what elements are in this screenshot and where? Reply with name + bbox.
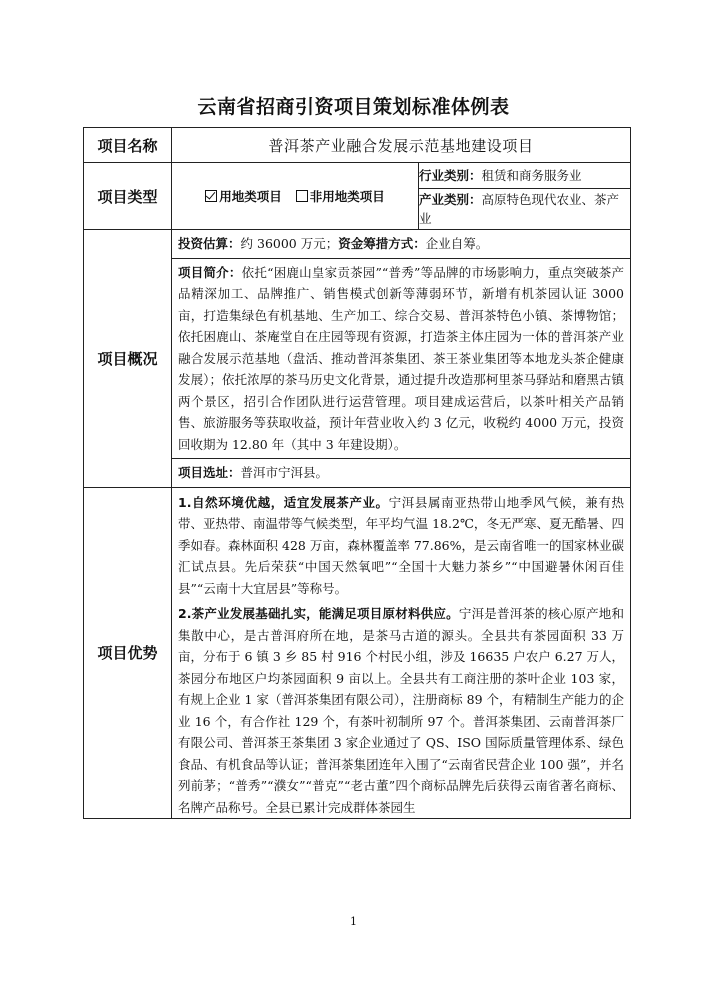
- advantages-label: 项目优势: [84, 487, 172, 819]
- project-table: [83, 127, 631, 819]
- page-title: 云南省招商引资项目策划标准体例表: [197, 96, 510, 118]
- intro-paragraph: [172, 258, 630, 459]
- industry-sector-value: 高原特色现代农业、茶产业: [419, 192, 620, 227]
- investment-label: 投资估算：: [178, 236, 241, 251]
- overview-content: [172, 230, 631, 488]
- checked-box-icon[interactable]: [205, 190, 217, 202]
- funding-value: 企业自筹。: [425, 236, 489, 251]
- row-overview: [84, 230, 631, 488]
- investment-value: 约 36000 万元；: [240, 236, 339, 251]
- project-type-options: [172, 163, 419, 230]
- advantage-1-heading: 1.自然环境优越，适宜发展茶产业。: [178, 494, 389, 510]
- advantage-1: [172, 488, 630, 602]
- advantage-2-heading: 2.茶产业发展基础扎实，能满足项目原材料供应。: [178, 606, 459, 621]
- site-paragraph: [172, 458, 630, 487]
- industry-sector-label: 产业类别：: [419, 192, 482, 208]
- overview-label: 项目概况: [84, 230, 172, 488]
- advantage-2-text: 宁洱是普洱茶的核心原产地和集散中心，是古普洱府所在地，是茶马古道的源头。全县共有茶园面积 33 万亩，分布于 6 镇 3 乡 85 村 916 个村民小组，涉及 16635 户农户 6.27 万人，茶园分布地区户均茶园面积 9 亩以上。全县共有工商注册的茶叶企业 103 家，有规上企业 1 家（普洱茶集团有限公司），注册商标 89 个，有精制生产能力的企业 16 个，有合作社 129 个，有茶叶初制所 97 个。普洱茶集团、云南普洱茶厂有限公司、普洱茶王茶集团 3 家企业通过了 QS、ISO 国际质量管理体系、绿色食品、有机食品等认证；普洱茶集团连年入围了“云南省民营企业 100 强”，并名列前茅；“普秀”“濮女”“普克”“老古董”四个商标品牌先后获得云南省著名商标、名牌产品称号。全县已累计完成群体茶园生: [178, 606, 625, 815]
- project-name-label: 项目名称: [84, 128, 172, 163]
- advantages-content: [172, 487, 631, 819]
- advantage-2: [172, 601, 630, 818]
- industry-category-value: 租赁和商务服务业: [481, 168, 582, 184]
- row-project-type: [84, 163, 631, 189]
- industry-category-label: 行业类别：: [419, 168, 482, 184]
- row-advantages: [84, 487, 631, 819]
- page-number: 1: [350, 915, 357, 928]
- row-project-name: [84, 128, 631, 163]
- intro-label: 项目简介：: [178, 264, 242, 280]
- investment-paragraph: [172, 230, 630, 258]
- site-value: 普洱市宁洱县。: [240, 465, 329, 480]
- funding-label: 资金筹措方式：: [338, 236, 426, 251]
- unchecked-box-icon[interactable]: [296, 190, 308, 202]
- project-name-value: 普洱茶产业融合发展示范基地建设项目: [172, 128, 631, 163]
- industry-sector-cell: [419, 189, 631, 230]
- option-land-label: 用地类项目: [219, 189, 282, 204]
- site-label: 项目选址：: [178, 465, 241, 480]
- industry-category-cell: [419, 163, 631, 189]
- intro-text: 依托“困鹿山皇家贡茶园”“普秀”等品牌的市场影响力，重点突破茶产品精深加工、品牌推广、销售模式创新等薄弱环节，新增有机茶园认证 3000 亩，打造集绿色有机基地、生产加工、综合交易、普洱茶特色小镇、茶博物馆；依托困鹿山、茶庵堂自在庄园等现有资源，打造茶主体庄园为一体的普洱茶产业融合发展示范基地（盘活、推动普洱茶集团、茶王茶业集团等本地龙头茶企健康发展）；依托浓厚的茶马历史文化背景，通过提升改造那柯里茶马驿站和磨黑古镇两个景区，招引合作团队进行运营管理。项目建成运营后，以茶叶相关产品销售、旅游服务等获取收益，预计年营业收入约 3 亿元，收税约 4000 万元，投资回收期为 12.80 年（其中 3 年建设期）。: [178, 264, 625, 452]
- advantage-1-text: 宁洱县属南亚热带山地季风气候，兼有热带、亚热带、南温带等气候类型，年平均气温 18.2℃，冬无严寒、夏无酷暑、四季如春。森林面积 428 万亩，森林覆盖率 77.86%，是云南省唯一的国家林业碳汇试点县。先后荣获“中国天然氧吧”“全国十大魅力茶乡”“中国避暑休闲百佳县”“云南十大宜居县”等称号。: [178, 494, 625, 596]
- option-nonland-label: 非用地类项目: [309, 189, 385, 204]
- project-type-label: 项目类型: [84, 163, 172, 230]
